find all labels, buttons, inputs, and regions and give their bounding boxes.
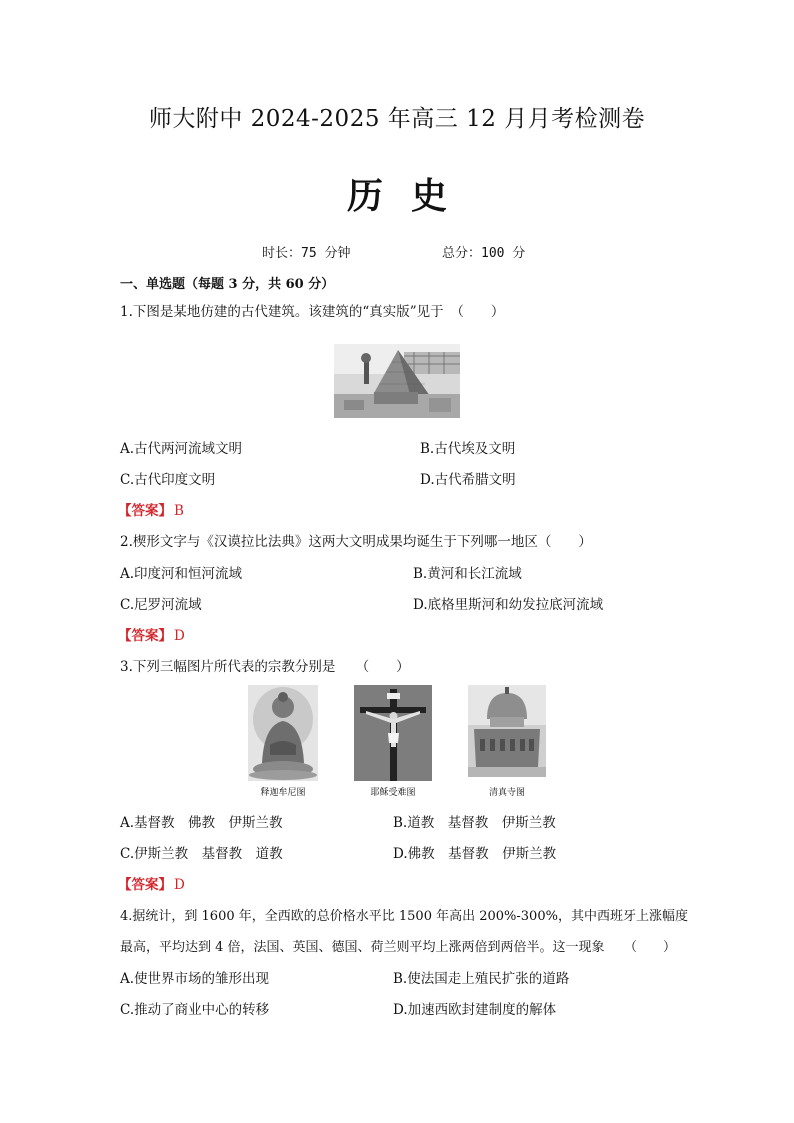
- question-1-stem: 1.下图是某地仿建的古代建筑。该建筑的“真实版”见于 （ ）: [120, 304, 505, 320]
- answer-label: 【答案】: [118, 503, 172, 519]
- question-3-answer: [118, 873, 185, 893]
- question-1-option-b[interactable]: B.古代埃及文明: [420, 441, 516, 457]
- question-4-option-b[interactable]: B.使法国走上殖民扩张的道路: [393, 971, 570, 987]
- question-4-option-d[interactable]: D.加速西欧封建制度的解体: [393, 1002, 557, 1018]
- question-3-buddha-image: [248, 685, 318, 781]
- question-1-answer: [118, 499, 184, 519]
- question-4-option-a[interactable]: A.使世界市场的雏形出现: [120, 971, 270, 987]
- section-title: 一、单选题（每题 3 分，共 60 分）: [120, 277, 335, 292]
- question-2-answer-value: D: [174, 628, 185, 644]
- question-3-caption-buddha: 释迦牟尼图: [260, 788, 306, 798]
- question-3-answer-value: D: [174, 877, 185, 893]
- question-1-pyramid-image: [334, 344, 460, 418]
- question-4-stem-line-2: 最高，平均达到 4 倍，法国、英国、德国、荷兰则平均上涨两倍到两倍半。这一现象 （ ）: [120, 940, 677, 955]
- question-1-option-d[interactable]: D.古代希腊文明: [420, 472, 516, 488]
- question-2-answer: [118, 624, 185, 644]
- question-4-option-c[interactable]: C.推动了商业中心的转移: [120, 1002, 270, 1018]
- question-1-option-a[interactable]: A.古代两河流域文明: [120, 441, 243, 457]
- question-1-answer-value: B: [174, 503, 184, 519]
- question-3-option-d[interactable]: D.佛教 基督教 伊斯兰教: [393, 846, 557, 862]
- answer-label: 【答案】: [118, 877, 172, 893]
- question-2-option-d[interactable]: D.底格里斯河和幼发拉底河流域: [413, 597, 604, 613]
- question-3-mosque-image: [468, 685, 546, 777]
- question-4-stem-line-1: 4.据统计，到 1600 年，全西欧的总价格水平比 1500 年高出 200%-300%，其中西班牙上涨幅度: [120, 909, 688, 924]
- question-3-caption-mosque: 清真寺图: [488, 788, 525, 798]
- exam-total-score: 总分：100 分: [442, 246, 526, 261]
- exam-title: 师大附中 2024-2025 年高三 12 月月考检测卷: [148, 106, 646, 132]
- question-1-option-c[interactable]: C.古代印度文明: [120, 472, 216, 488]
- question-3-option-b[interactable]: B.道教 基督教 伊斯兰教: [393, 815, 556, 831]
- question-3-option-c[interactable]: C.伊斯兰教 基督教 道教: [120, 846, 283, 862]
- question-2-option-c[interactable]: C.尼罗河流域: [120, 597, 202, 613]
- question-2-option-b[interactable]: B.黄河和长江流域: [413, 566, 522, 582]
- question-2-stem: 2.楔形文字与《汉谟拉比法典》这两大文明成果均诞生于下列哪一地区（ ）: [120, 534, 592, 550]
- question-3-crucifixion-image: [354, 685, 432, 781]
- question-3-stem: 3.下列三幅图片所代表的宗教分别是 （ ）: [120, 659, 410, 675]
- question-3-caption-crucifixion: 耶稣受难图: [370, 788, 416, 798]
- question-2-option-a[interactable]: A.印度河和恒河流域: [120, 566, 243, 582]
- exam-duration: 时长：75 分钟: [262, 246, 351, 261]
- answer-label: 【答案】: [118, 628, 172, 644]
- subject-title: 历史: [346, 176, 475, 217]
- question-3-option-a[interactable]: A.基督教 佛教 伊斯兰教: [120, 815, 283, 831]
